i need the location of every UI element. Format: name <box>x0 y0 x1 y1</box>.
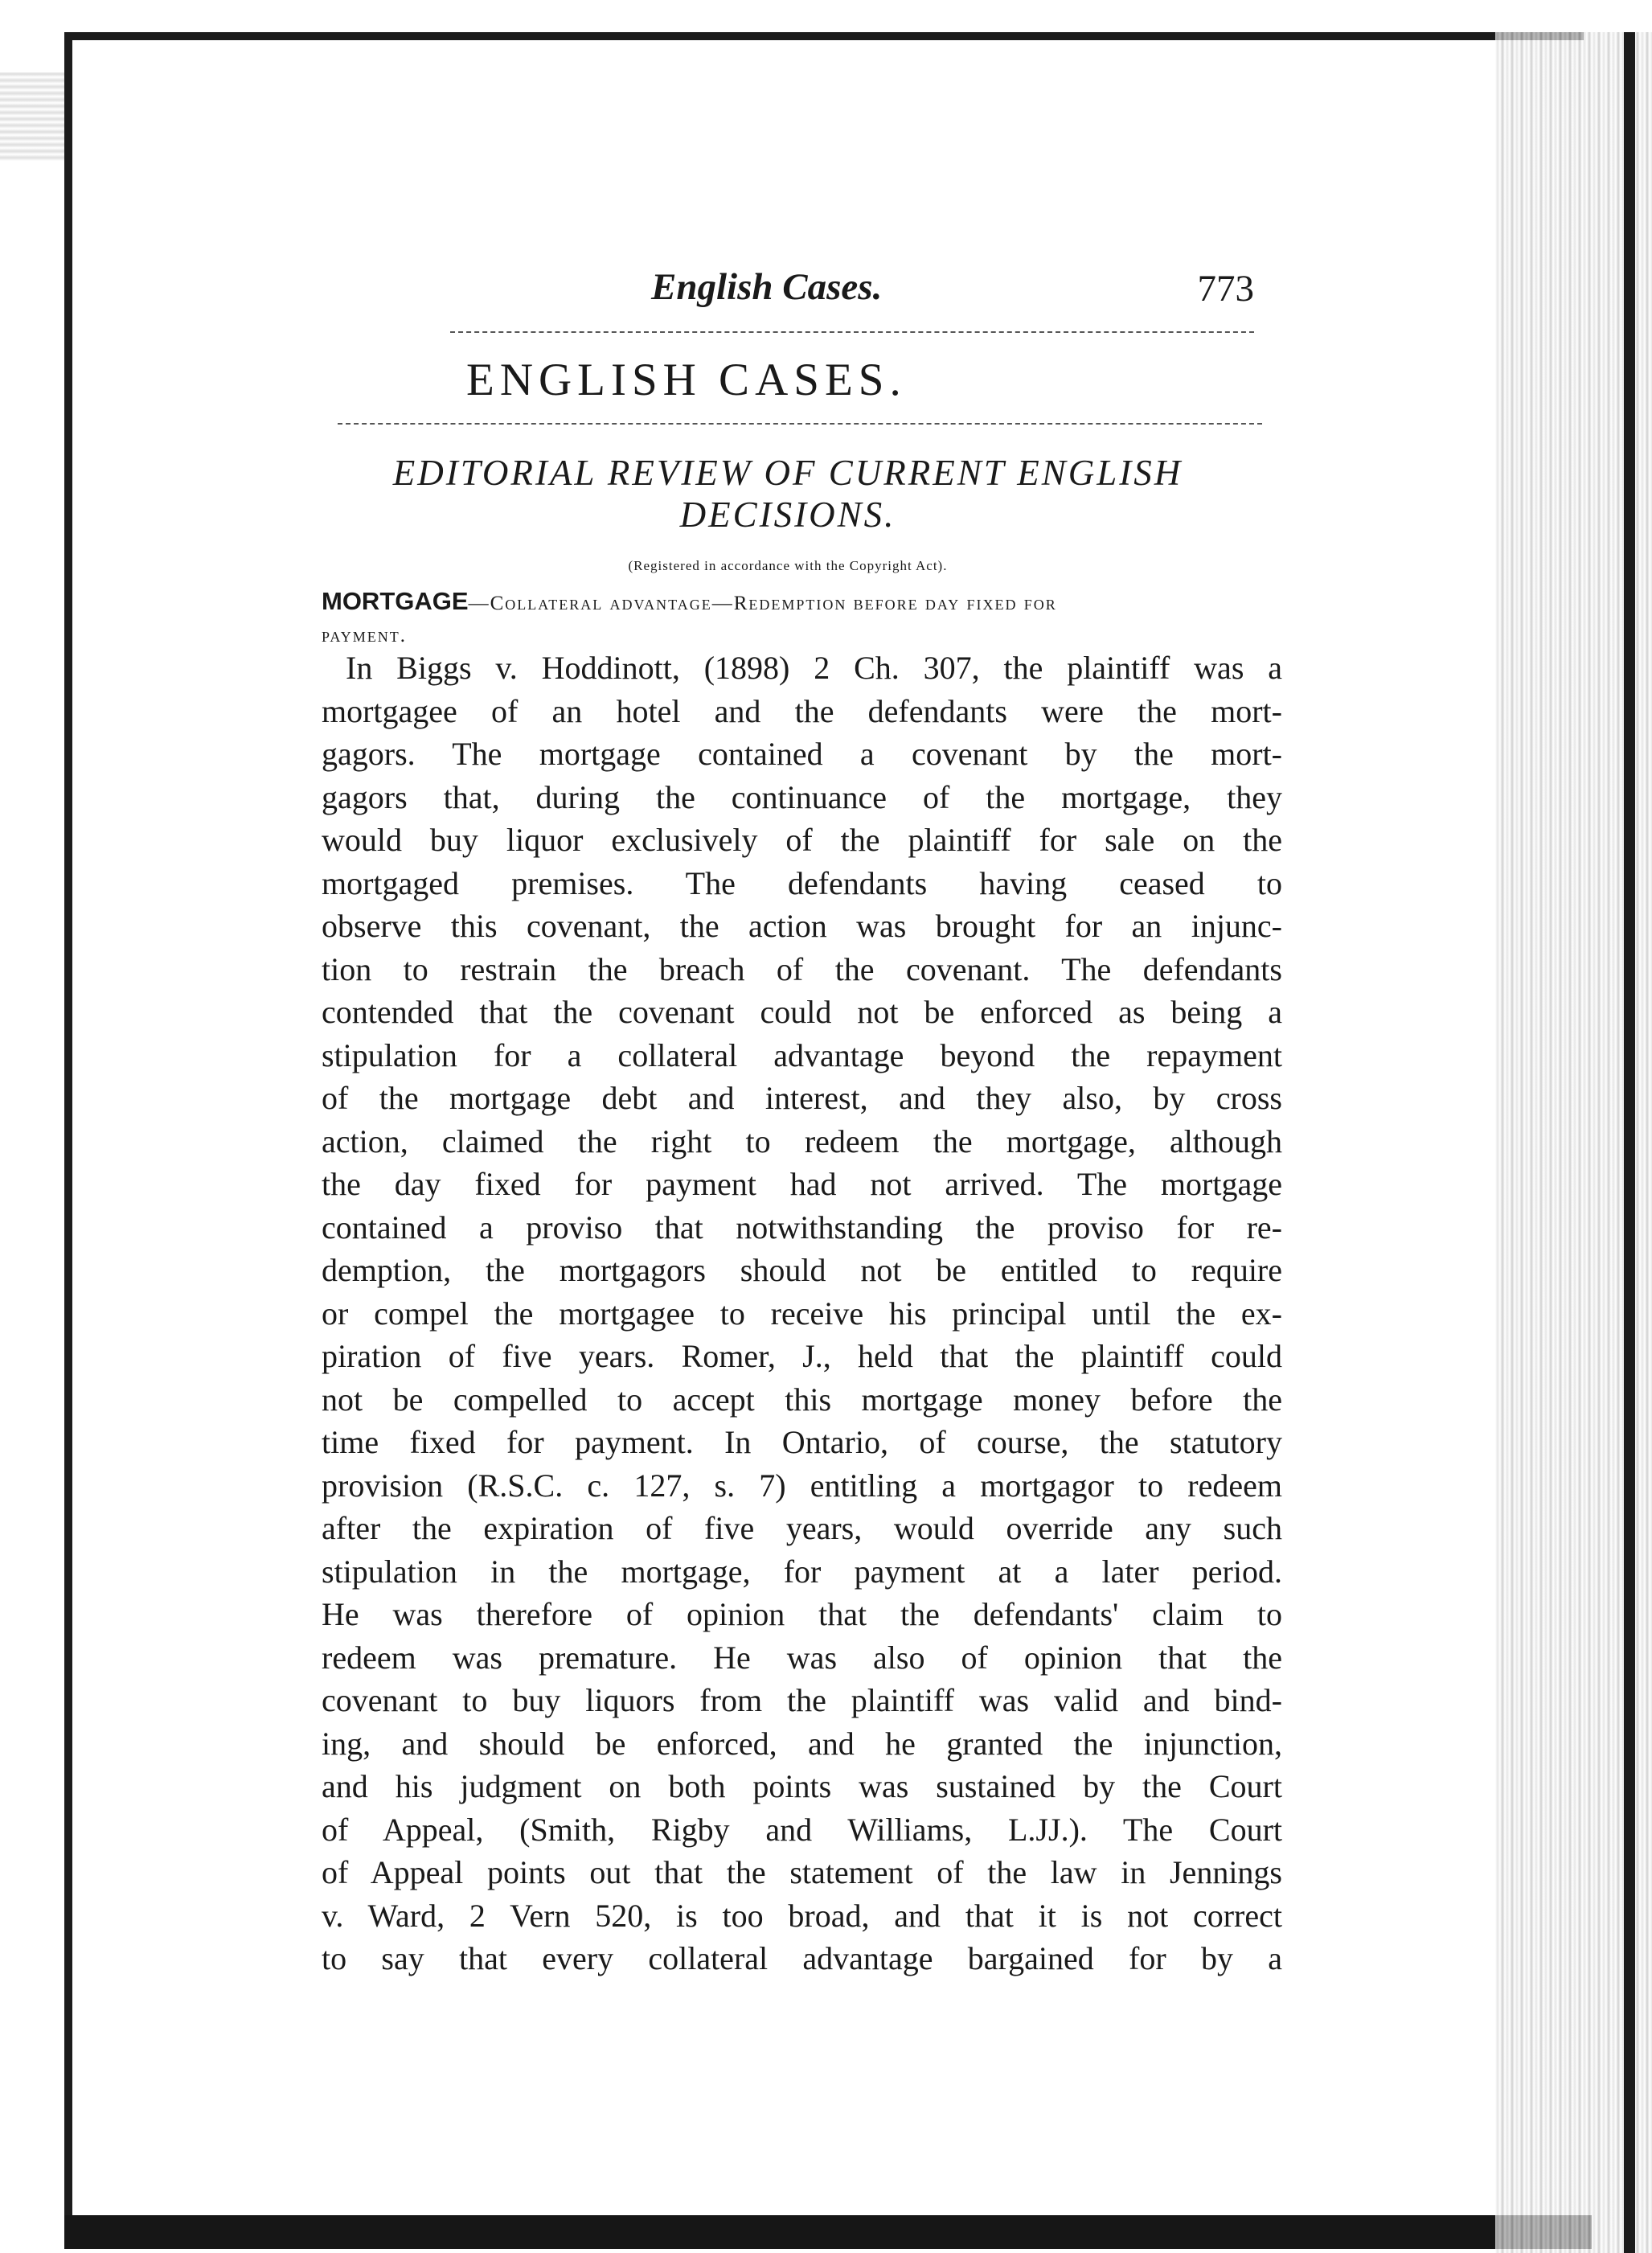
scan-border-bottom <box>64 2215 1592 2249</box>
subtitle <box>322 452 1254 536</box>
body-line: covenant to buy liquors from the plaintiff was valid and bind- <box>322 1682 1282 1718</box>
headnote-keyword: MORTGAGE <box>322 587 469 615</box>
subtitle-line: DECISIONS. <box>679 495 896 535</box>
scan-corner-noise <box>0 72 64 161</box>
rule-under-running-head <box>450 331 1254 333</box>
body-line: contained a proviso that notwithstanding the proviso for re- <box>322 1209 1282 1246</box>
body-line: action, claimed the right to redeem the mortgage, although <box>322 1122 1282 1159</box>
scan-border-right <box>1624 32 1635 2253</box>
body-line: In Biggs v. Hoddinott, (1898) 2 Ch. 307, the plaintiff was a <box>346 650 1282 686</box>
headnote-text-continued: payment. <box>322 625 407 646</box>
body-line: ing, and should be enforced, and he granted the injunction, <box>322 1725 1282 1762</box>
registration-note: (Registered in accordance with the Copyright Act). <box>628 558 948 573</box>
body-line: observe this covenant, the action was brought for an injunc- <box>322 908 1282 944</box>
body-line: would buy liquor exclusively of the plaintiff for sale on the <box>322 822 1282 858</box>
page-number: 773 <box>1197 268 1254 310</box>
rule-under-main-title <box>338 423 1262 425</box>
headnote <box>322 585 1258 652</box>
running-head <box>322 265 1254 322</box>
body-line: of the mortgage debt and interest, and they also, by cross <box>322 1080 1282 1116</box>
body-line: of Appeal, (Smith, Rigby and Williams, L.JJ.). The Court <box>322 1811 1282 1848</box>
body-line: tion to restrain the breach of the covenant. The defendants <box>322 950 1282 987</box>
body-line: gagors that, during the continuance of the mortgage, they <box>322 778 1282 815</box>
body-line: to say that every collateral advantage bargained for by a <box>322 1940 1282 1976</box>
body-line: gagors. The mortgage contained a covenant by the mort- <box>322 736 1282 772</box>
body-line: He was therefore of opinion that the defendants' claim to <box>322 1596 1282 1632</box>
body-line: of Appeal points out that the statement of the law in Jennings <box>322 1854 1282 1890</box>
body-line: provision (R.S.C. c. 127, s. 7) entitling a mortgagor to redeem <box>322 1467 1282 1504</box>
body-line: after the expiration of five years, would override any such <box>322 1510 1282 1546</box>
body-line: stipulation for a collateral advantage beyond the repayment <box>322 1036 1282 1073</box>
body-line: v. Ward, 2 Vern 520, is too broad, and that it is not correct <box>322 1897 1282 1934</box>
body-line: the day fixed for payment had not arrived. The mortgage <box>322 1166 1282 1202</box>
headnote-text: —Collateral advantage—Redemption before day fixed for <box>468 593 1057 614</box>
body-line: demption, the mortgagors should not be entitled to require <box>322 1252 1282 1288</box>
body-line: stipulation in the mortgage, for payment at a later period. <box>322 1553 1282 1590</box>
body-line: or compel the mortgagee to receive his principal until the ex- <box>322 1295 1282 1332</box>
subtitle-line: EDITORIAL REVIEW OF CURRENT ENGLISH <box>392 453 1183 493</box>
body-line: mortgagee of an hotel and the defendants were the mort- <box>322 692 1282 729</box>
body-line: time fixed for payment. In Ontario, of course, the statutory <box>322 1424 1282 1460</box>
body-line: and his judgment on both points was sustained by the Court <box>322 1768 1282 1804</box>
body-line: contended that the covenant could not be enforced as being a <box>322 994 1282 1030</box>
main-title: ENGLISH CASES. <box>466 355 907 405</box>
body-text <box>322 646 1282 1980</box>
running-title: English Cases. <box>651 266 883 308</box>
body-line: piration of five years. Romer, J., held that the plaintiff could <box>322 1338 1282 1374</box>
body-line: not be compelled to accept this mortgage money before the <box>322 1381 1282 1418</box>
body-line: mortgaged premises. The defendants having ceased to <box>322 864 1282 901</box>
body-line: redeem was premature. He was also of opinion that the <box>322 1639 1282 1676</box>
scan-border-top <box>64 32 1584 40</box>
scan-border-left <box>64 32 72 2219</box>
